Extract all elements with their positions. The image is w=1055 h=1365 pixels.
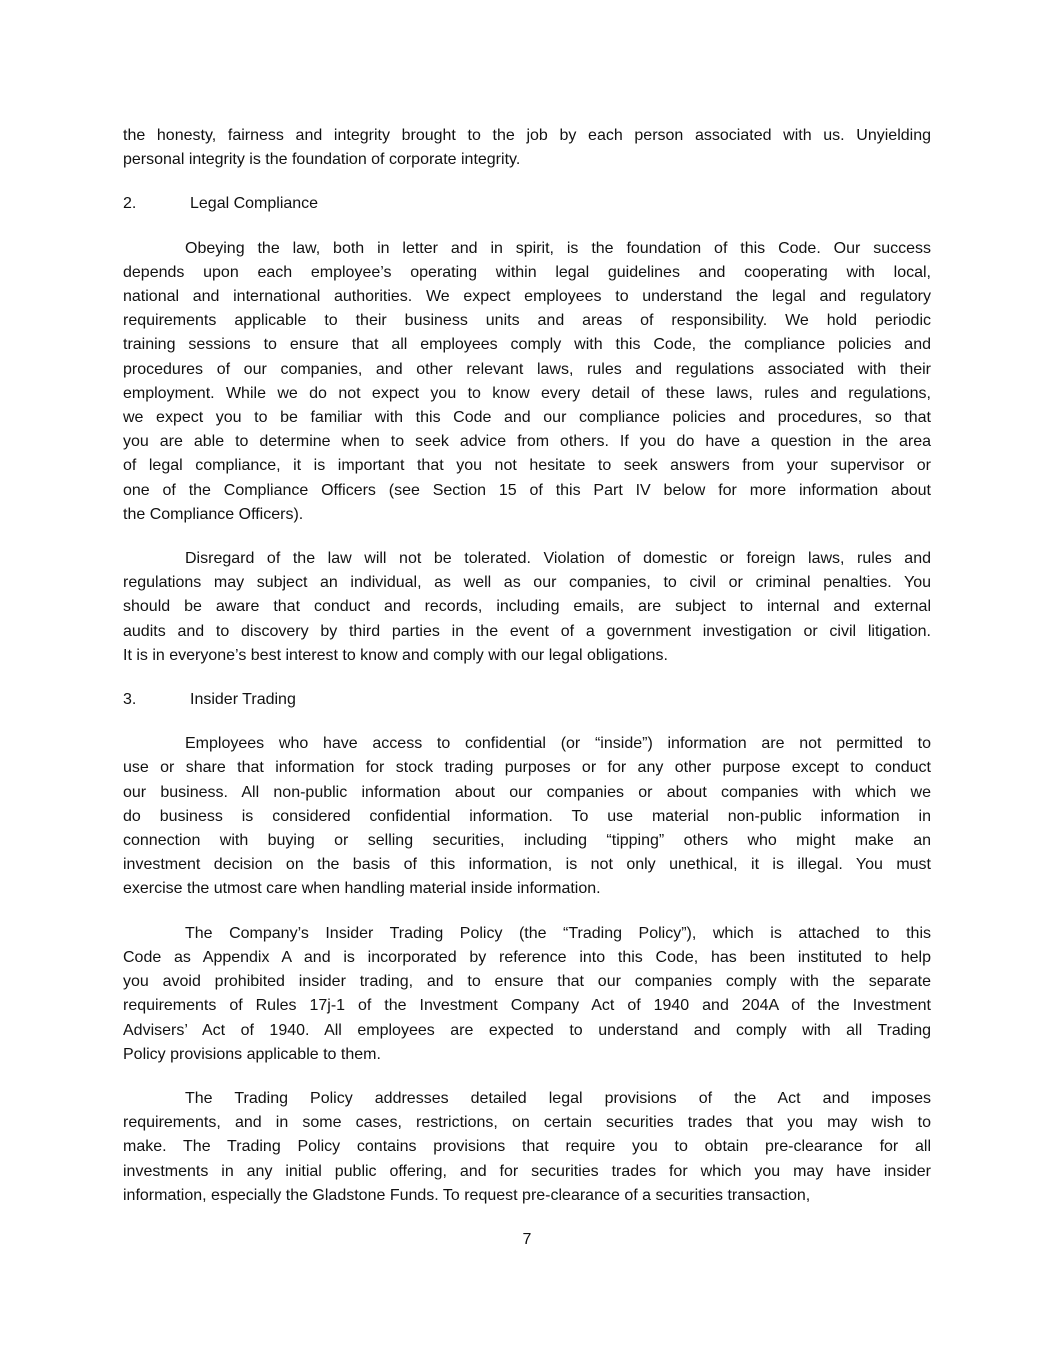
text-line: you avoid prohibited insider trading, and to ensure that our companies comply with the separate xyxy=(123,973,931,991)
paragraph xyxy=(123,547,931,668)
text-line: Code as Appendix A and is incorporated by reference into this Code, has been instituted to help xyxy=(123,948,931,966)
text-line: employment. While we do not expect you to know every detail of these laws, rules and regulations, xyxy=(123,384,931,402)
text-line: the Compliance Officers). xyxy=(123,505,304,523)
text-line: one of the Compliance Officers (see Section 15 of this Part IV below for more information about xyxy=(123,481,931,499)
text-line: Obeying the law, both in letter and in spirit, is the foundation of this Code. Our success xyxy=(185,239,931,257)
text-line: national and international authorities. We expect employees to understand the legal and regulatory xyxy=(123,288,931,306)
text-line: make. The Trading Policy contains provisions that require you to obtain pre-clearance for all xyxy=(123,1138,931,1156)
paragraph xyxy=(123,922,931,1067)
text-line: procedures of our companies, and other relevant laws, rules and regulations associated with their xyxy=(123,360,931,378)
text-line: the honesty, fairness and integrity brought to the job by each person associated with us. Unyielding xyxy=(123,127,931,144)
text-line: use or share that information for stock trading purposes or for any other purpose except to conduct xyxy=(123,759,931,777)
text-line: Disregard of the law will not be tolerated. Violation of domestic or foreign laws, rules and xyxy=(185,550,931,568)
text-line: personal integrity is the foundation of corporate integrity. xyxy=(123,151,521,169)
page-number: 7 xyxy=(522,1230,532,1248)
text-line: we expect you to be familiar with this Code and our compliance policies and procedures, so that xyxy=(123,409,931,427)
text-line: investments in any initial public offering, and for securities trades for which you may have insider xyxy=(123,1162,931,1180)
text-line: depends upon each employee’s operating within legal guidelines and cooperating with local, xyxy=(123,263,931,281)
text-line: exercise the utmost care when handling material inside information. xyxy=(123,880,601,898)
text-line: regulations may subject an individual, as well as our companies, to civil or criminal penalties. You xyxy=(123,574,931,592)
paragraph xyxy=(123,732,931,901)
section-number: 3. xyxy=(123,691,137,709)
document-body xyxy=(123,124,931,1252)
text-line: our business. All non-public information about our companies or about companies with which we xyxy=(123,783,931,801)
text-line: you are able to determine when to seek advice from others. If you do have a question in the area xyxy=(123,433,931,451)
text-line: Policy provisions applicable to them. xyxy=(123,1045,381,1063)
section-title: Legal Compliance xyxy=(190,195,319,213)
text-line: audits and to discovery by third parties in the event of a government investigation or civil litigation. xyxy=(123,622,931,640)
text-line: connection with buying or selling securities, including “tipping” others who might make an xyxy=(123,832,931,850)
paragraph xyxy=(123,124,931,172)
paragraph xyxy=(123,237,931,527)
text-line: The Company’s Insider Trading Policy (the “Trading Policy”), which is attached to this xyxy=(185,924,931,942)
paragraph xyxy=(123,1087,931,1208)
text-line: Employees who have access to confidential (or “inside”) information are not permitted to xyxy=(185,735,931,753)
text-line: investment decision on the basis of this information, is not only unethical, it is illegal. You must xyxy=(123,856,931,874)
text-line: should be aware that conduct and records, including emails, are subject to internal and external xyxy=(123,598,931,616)
section-heading xyxy=(123,192,931,216)
text-line: requirements, and in some cases, restrictions, on certain securities trades that you may wish to xyxy=(123,1114,931,1132)
text-line: do business is considered confidential information. To use material non-public information in xyxy=(123,807,931,825)
text-line: training sessions to ensure that all employees comply with this Code, the compliance policies and xyxy=(123,336,931,354)
text-line: requirements of Rules 17j-1 of the Investment Company Act of 1940 and 204A of the Investment xyxy=(123,997,931,1015)
text-line: The Trading Policy addresses detailed legal provisions of the Act and imposes xyxy=(185,1089,931,1107)
section-title: Insider Trading xyxy=(190,691,296,709)
text-line: requirements applicable to their business units and areas of responsibility. We hold periodic xyxy=(123,312,931,330)
section-heading xyxy=(123,688,931,712)
text-line: of legal compliance, it is important that you not hesitate to seek answers from your supervisor or xyxy=(123,457,931,475)
text-line: It is in everyone’s best interest to know and comply with our legal obligations. xyxy=(123,646,668,664)
text-line: information, especially the Gladstone Funds. To request pre-clearance of a securities transaction, xyxy=(123,1186,811,1204)
section-number: 2. xyxy=(123,195,137,213)
text-line: Advisers’ Act of 1940. All employees are expected to understand and comply with all Trading xyxy=(123,1021,931,1039)
